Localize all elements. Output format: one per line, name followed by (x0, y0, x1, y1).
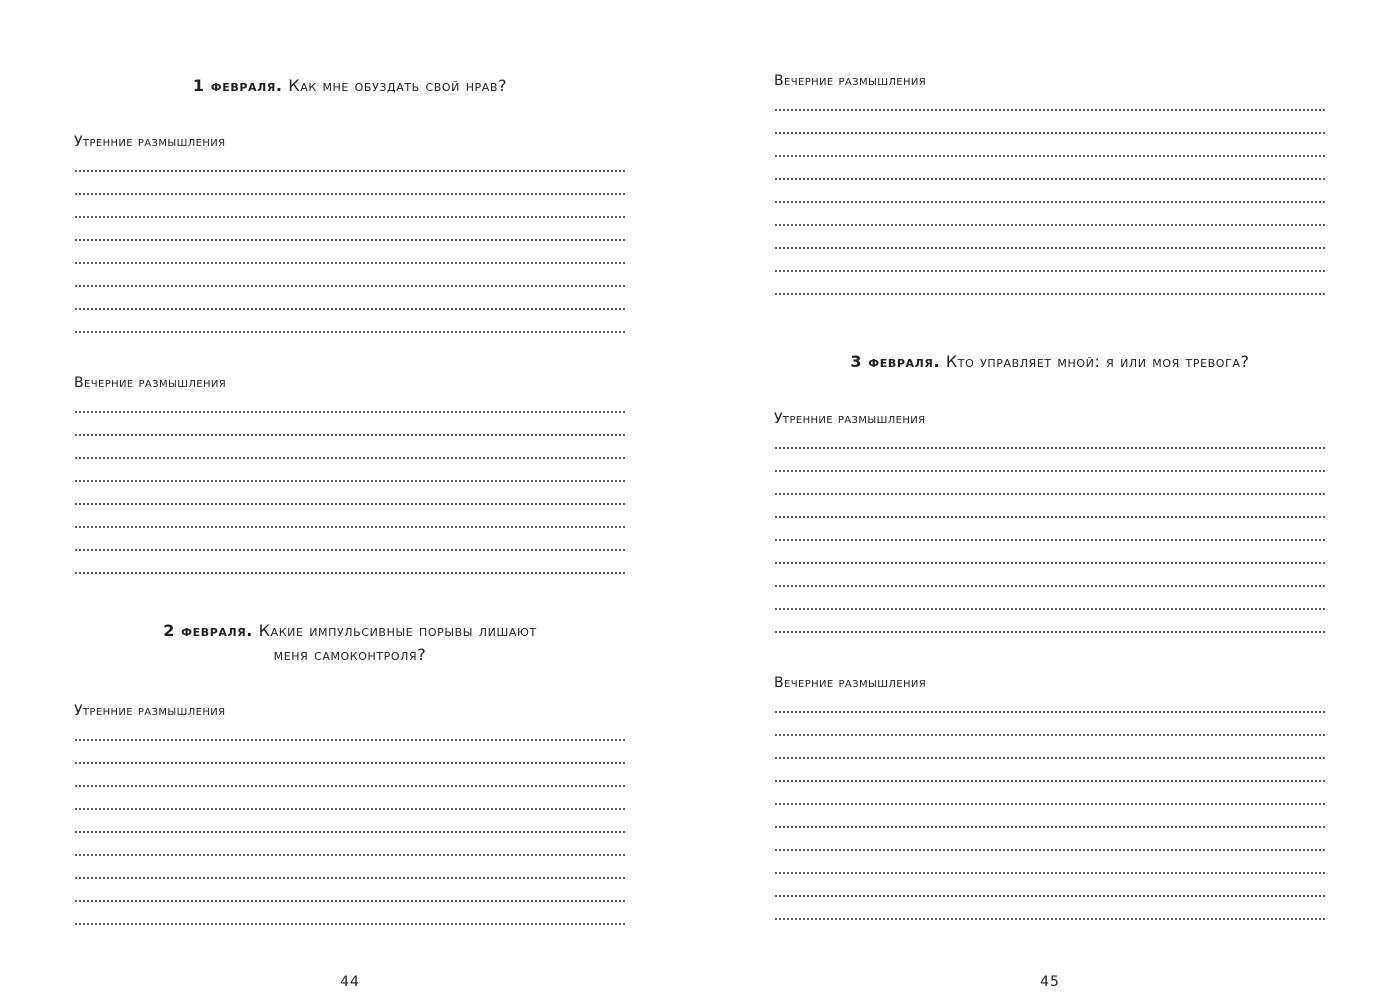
writing-line[interactable] (74, 526, 626, 528)
writing-line[interactable] (74, 808, 626, 810)
writing-line[interactable] (74, 831, 626, 833)
writing-line[interactable] (74, 785, 626, 787)
entry-question-line-2: меня самоконтроля? (273, 645, 427, 664)
entry-title-feb-2 (0, 619, 700, 667)
writing-line[interactable] (74, 900, 626, 902)
entry-title-feb-1 (0, 74, 700, 98)
writing-line[interactable] (774, 293, 1327, 295)
writing-line[interactable] (774, 826, 1327, 828)
writing-line[interactable] (74, 854, 626, 856)
writing-line[interactable] (74, 170, 626, 172)
writing-line[interactable] (74, 739, 626, 741)
writing-line[interactable] (774, 780, 1327, 782)
writing-line[interactable] (774, 631, 1327, 633)
entry-question: Как мне обуздать свой нрав? (288, 76, 508, 95)
writing-line[interactable] (774, 895, 1327, 897)
writing-line[interactable] (774, 447, 1327, 449)
writing-line[interactable] (774, 224, 1327, 226)
writing-line[interactable] (74, 331, 626, 333)
entry-date: 1 февраля. (192, 76, 283, 95)
writing-line[interactable] (74, 434, 626, 436)
writing-line[interactable] (74, 216, 626, 218)
writing-line[interactable] (774, 562, 1327, 564)
writing-line[interactable] (774, 270, 1327, 272)
right-page (700, 0, 1400, 1000)
morning-reflections-label: Утренние размышления (74, 134, 226, 150)
morning-reflections-label: Утренние размышления (774, 411, 926, 427)
writing-line[interactable] (74, 457, 626, 459)
writing-line[interactable] (774, 608, 1327, 610)
writing-line[interactable] (74, 239, 626, 241)
entry-question: Кто управляет мной: я или моя тревога? (945, 352, 1250, 371)
writing-line[interactable] (74, 762, 626, 764)
writing-line[interactable] (74, 480, 626, 482)
writing-line[interactable] (74, 572, 626, 574)
writing-line[interactable] (74, 411, 626, 413)
writing-line[interactable] (74, 262, 626, 264)
writing-line[interactable] (774, 178, 1327, 180)
writing-line[interactable] (774, 918, 1327, 920)
evening-reflections-label: Вечерние размышления (74, 375, 227, 391)
writing-line[interactable] (774, 493, 1327, 495)
writing-line[interactable] (774, 132, 1327, 134)
page-number: 44 (340, 974, 360, 990)
evening-reflections-label: Вечерние размышления (774, 675, 927, 691)
writing-line[interactable] (774, 711, 1327, 713)
writing-line[interactable] (774, 872, 1327, 874)
writing-line[interactable] (774, 539, 1327, 541)
writing-line[interactable] (74, 193, 626, 195)
writing-line[interactable] (74, 308, 626, 310)
writing-line[interactable] (774, 201, 1327, 203)
writing-line[interactable] (774, 757, 1327, 759)
entry-date: 2 февраля. (163, 621, 253, 640)
writing-line[interactable] (774, 109, 1327, 111)
writing-line[interactable] (74, 549, 626, 551)
writing-line[interactable] (74, 285, 626, 287)
writing-line[interactable] (74, 503, 626, 505)
writing-line[interactable] (774, 803, 1327, 805)
writing-line[interactable] (74, 877, 626, 879)
writing-line[interactable] (774, 470, 1327, 472)
morning-reflections-label: Утренние размышления (74, 703, 226, 719)
evening-reflections-label: Вечерние размышления (774, 73, 927, 89)
writing-line[interactable] (774, 247, 1327, 249)
writing-line[interactable] (774, 516, 1327, 518)
writing-line[interactable] (774, 849, 1327, 851)
writing-line[interactable] (774, 734, 1327, 736)
entry-title-feb-3 (700, 350, 1400, 374)
entry-question-line-1: Какие импульсивные порывы лишают (258, 621, 537, 640)
writing-line[interactable] (774, 155, 1327, 157)
page-number: 45 (1040, 974, 1060, 990)
writing-line[interactable] (74, 923, 626, 925)
entry-date: 3 февраля. (850, 352, 941, 371)
writing-line[interactable] (774, 585, 1327, 587)
